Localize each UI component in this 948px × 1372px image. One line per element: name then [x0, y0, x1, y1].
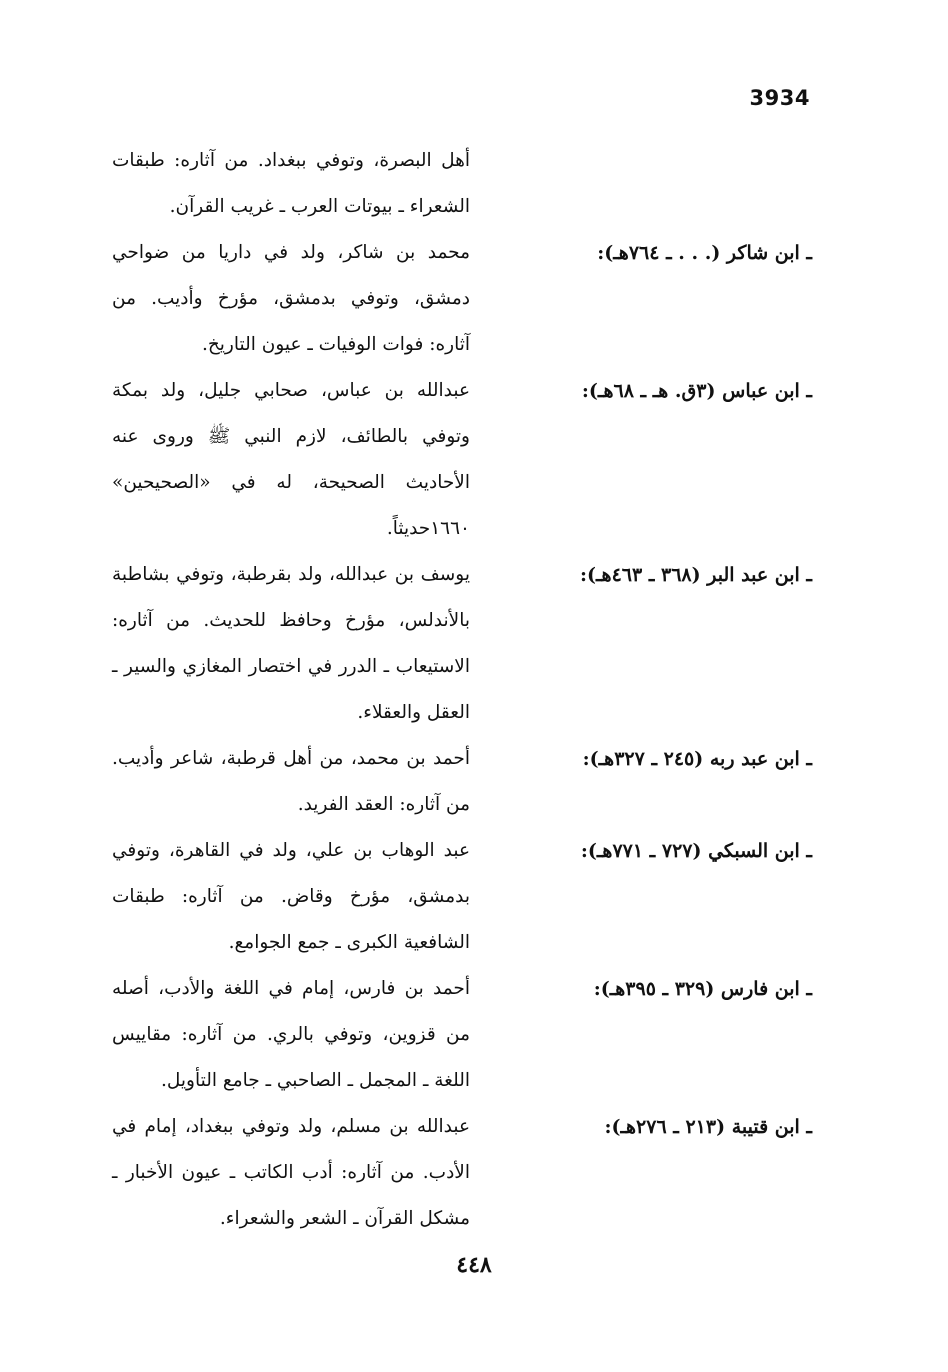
entry-description: يوسف بن عبدالله، ولد بقرطبة، وتوفي بشاطبة بالأندلس، مؤرخ وحافظ للحديث. من آثاره: الاستيعاب ـ الدرر في اختصار المغازي والسير ـ العقل والعقلاء. — [112, 564, 470, 723]
entry-term: ـ ابن عبد البر (٣٦٨ ـ ٤٦٣هـ): — [579, 564, 812, 586]
entry-description: محمد بن شاكر، ولد في داريا من ضواحي دمشق، وتوفي بدمشق، مؤرخ وأديب. من آثاره: فوات الوفيات ـ عيون التاريخ. — [112, 242, 470, 355]
list-item — [112, 1104, 812, 1242]
entry-description: عبدالله بن مسلم، ولد وتوفي ببغداد، إمام في الأدب. من آثاره: أدب الكاتب ـ عيون الأخبار ـ مشكل القرآن ـ الشعر والشعراء. — [112, 1116, 470, 1229]
list-item — [112, 736, 812, 828]
list-item — [112, 138, 812, 230]
entry-description: أحمد بن محمد، من أهل قرطبة، شاعر وأديب. من آثاره: العقد الفريد. — [112, 748, 470, 815]
entry-term: ـ ابن فارس (٣٢٩ ـ ٣٩٥هـ): — [593, 978, 812, 1000]
list-item — [112, 552, 812, 736]
entry-description: أحمد بن فارس، إمام في اللغة والأدب، أصله من قزوين، وتوفي بالري. من آثاره: مقاييس اللغة ـ المجمل ـ الصاحبي ـ جامع التأويل. — [112, 978, 470, 1091]
entry-term: ـ ابن قتيبة (٢١٣ ـ ٢٧٦هـ): — [604, 1116, 812, 1138]
entry-term: ـ ابن عباس (٣ق. هـ ـ ٦٨هـ): — [581, 380, 812, 402]
entry-description: أهل البصرة، وتوفي ببغداد. من آثاره: طبقات الشعراء ـ بيوتات العرب ـ غريب القرآن. — [112, 150, 470, 217]
entry-term: ـ ابن شاكر (. . . ـ ٧٦٤هـ): — [597, 242, 812, 264]
list-item — [112, 966, 812, 1104]
list-item — [112, 230, 812, 368]
page-number: ٤٤٨ — [456, 1252, 492, 1278]
biography-list — [112, 138, 812, 1242]
entry-description: عبد الوهاب بن علي، ولد في القاهرة، وتوفي بدمشق، مؤرخ وقاض. من آثاره: طبقات الشافعية الكبرى ـ جمع الجوامع. — [112, 840, 470, 953]
entry-term: ـ ابن عبد ربه (٢٤٥ ـ ٣٢٧هـ): — [582, 748, 812, 770]
entry-description: عبدالله بن عباس، صحابي جليل، ولد بمكة وتوفي بالطائف، لازم النبي ﷺ وروى عنه الأحاديث الصحيحة، له في «الصحيحين» ١٦٦٠حديثاً. — [112, 380, 470, 539]
list-item — [112, 828, 812, 966]
list-item — [112, 368, 812, 552]
serial-number: 3934 — [749, 86, 810, 110]
entry-term: ـ ابن السبكي (٧٢٧ ـ ٧٧١هـ): — [580, 840, 812, 862]
